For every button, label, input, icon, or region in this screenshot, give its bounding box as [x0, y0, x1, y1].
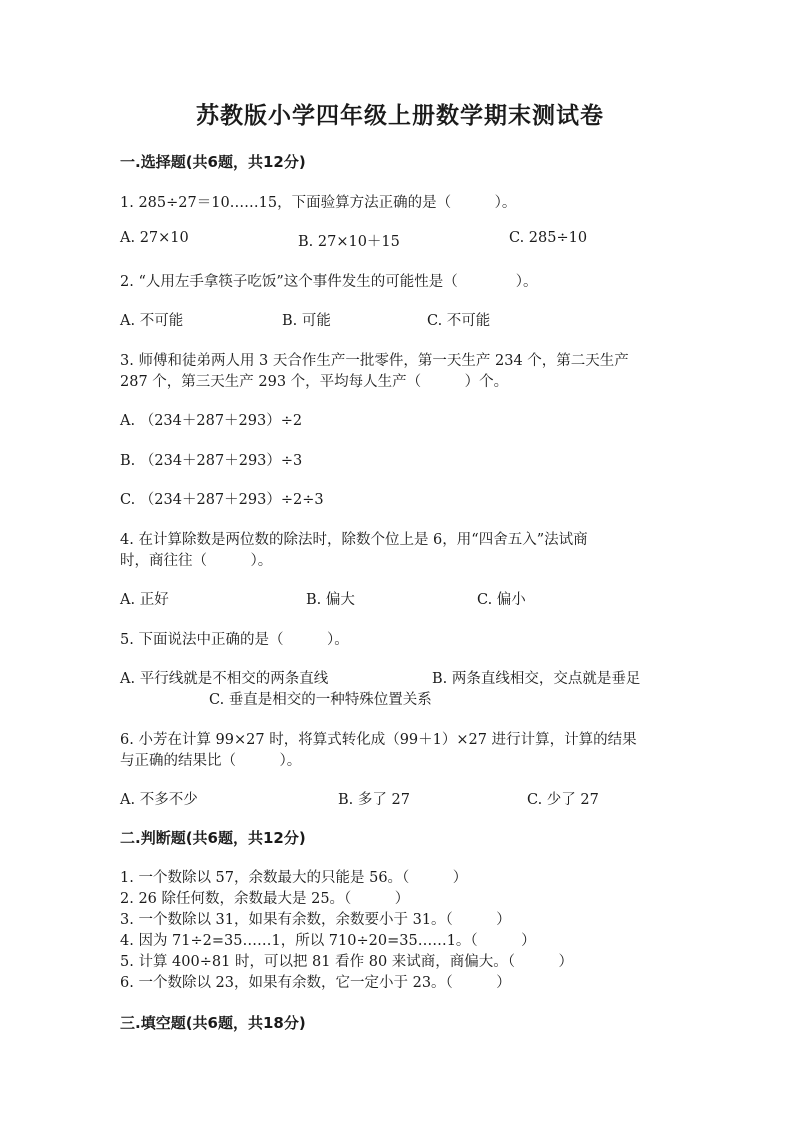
- question-4-text-line-1: 4. 在计算除数是两位数的除法时，除数个位上是 6，用“四舍五入”法试商: [120, 532, 588, 548]
- section-heading-fill-in: 三.填空题(共6题，共18分): [120, 1014, 306, 1032]
- question-5-text: 5. 下面说法中正确的是（ ）。: [120, 632, 349, 648]
- judge-item-6: 6. 一个数除以 23，如果有余数，它一定小于 23。（ ）: [120, 975, 511, 991]
- exam-title: 苏教版小学四年级上册数学期末测试卷: [196, 102, 604, 129]
- question-3-text-line-1: 3. 师傅和徒弟两人用 3 天合作生产一批零件，第一天生产 234 个，第二天生产: [120, 353, 629, 369]
- question-3-option-a: A. （234＋287＋293）÷2: [120, 413, 303, 429]
- judge-item-1: 1. 一个数除以 57，余数最大的只能是 56。（ ）: [120, 870, 468, 886]
- question-3-option-c: C. （234＋287＋293）÷2÷3: [120, 492, 324, 508]
- question-3-option-b: B. （234＋287＋293）÷3: [120, 453, 303, 469]
- question-2-option-a: A. 不可能: [120, 313, 184, 329]
- question-6-text-line-2: 与正确的结果比（ ）。: [120, 753, 302, 769]
- section-heading-true-false: 二.判断题(共6题，共12分): [120, 829, 306, 847]
- question-3-text-line-2: 287 个，第三天生产 293 个，平均每人生产（ ）个。: [120, 374, 509, 390]
- question-2-option-b: B. 可能: [282, 313, 331, 329]
- question-5-option-a: A. 平行线就是不相交的两条直线: [120, 671, 329, 687]
- question-4-option-c: C. 偏小: [477, 592, 526, 608]
- judge-item-5: 5. 计算 400÷81 时，可以把 81 看作 80 来试商，商偏大。（ ）: [120, 954, 574, 970]
- question-1-text: 1. 285÷27＝10……15，下面验算方法正确的是（ ）。: [120, 195, 517, 211]
- question-2-text: 2. “人用左手拿筷子吃饭”这个事件发生的可能性是（ ）。: [120, 274, 538, 290]
- question-4-option-b: B. 偏大: [306, 592, 355, 608]
- judge-item-3: 3. 一个数除以 31，如果有余数，余数要小于 31。（ ）: [120, 912, 511, 928]
- question-6-option-a: A. 不多不少: [120, 792, 198, 808]
- question-5-option-c: C. 垂直是相交的一种特殊位置关系: [209, 692, 432, 708]
- question-6-text-line-1: 6. 小芳在计算 99×27 时，将算式转化成（99＋1）×27 进行计算，计算的结果: [120, 732, 637, 748]
- question-1-option-a: A. 27×10: [120, 230, 189, 246]
- judge-item-4: 4. 因为 71÷2=35……1，所以 710÷20=35……1。（ ）: [120, 933, 536, 949]
- question-1-option-c: C. 285÷10: [509, 230, 588, 246]
- question-1-option-b: B. 27×10＋15: [298, 234, 400, 250]
- question-2-option-c: C. 不可能: [427, 313, 491, 329]
- question-6-option-c: C. 少了 27: [527, 792, 599, 808]
- section-heading-multiple-choice: 一.选择题(共6题，共12分): [120, 153, 306, 171]
- judge-item-2: 2. 26 除任何数，余数最大是 25。（ ）: [120, 891, 410, 907]
- question-6-option-b: B. 多了 27: [338, 792, 410, 808]
- question-5-option-b: B. 两条直线相交，交点就是垂足: [432, 671, 641, 687]
- question-4-option-a: A. 正好: [120, 592, 169, 608]
- question-4-text-line-2: 时，商往往（ ）。: [120, 553, 273, 569]
